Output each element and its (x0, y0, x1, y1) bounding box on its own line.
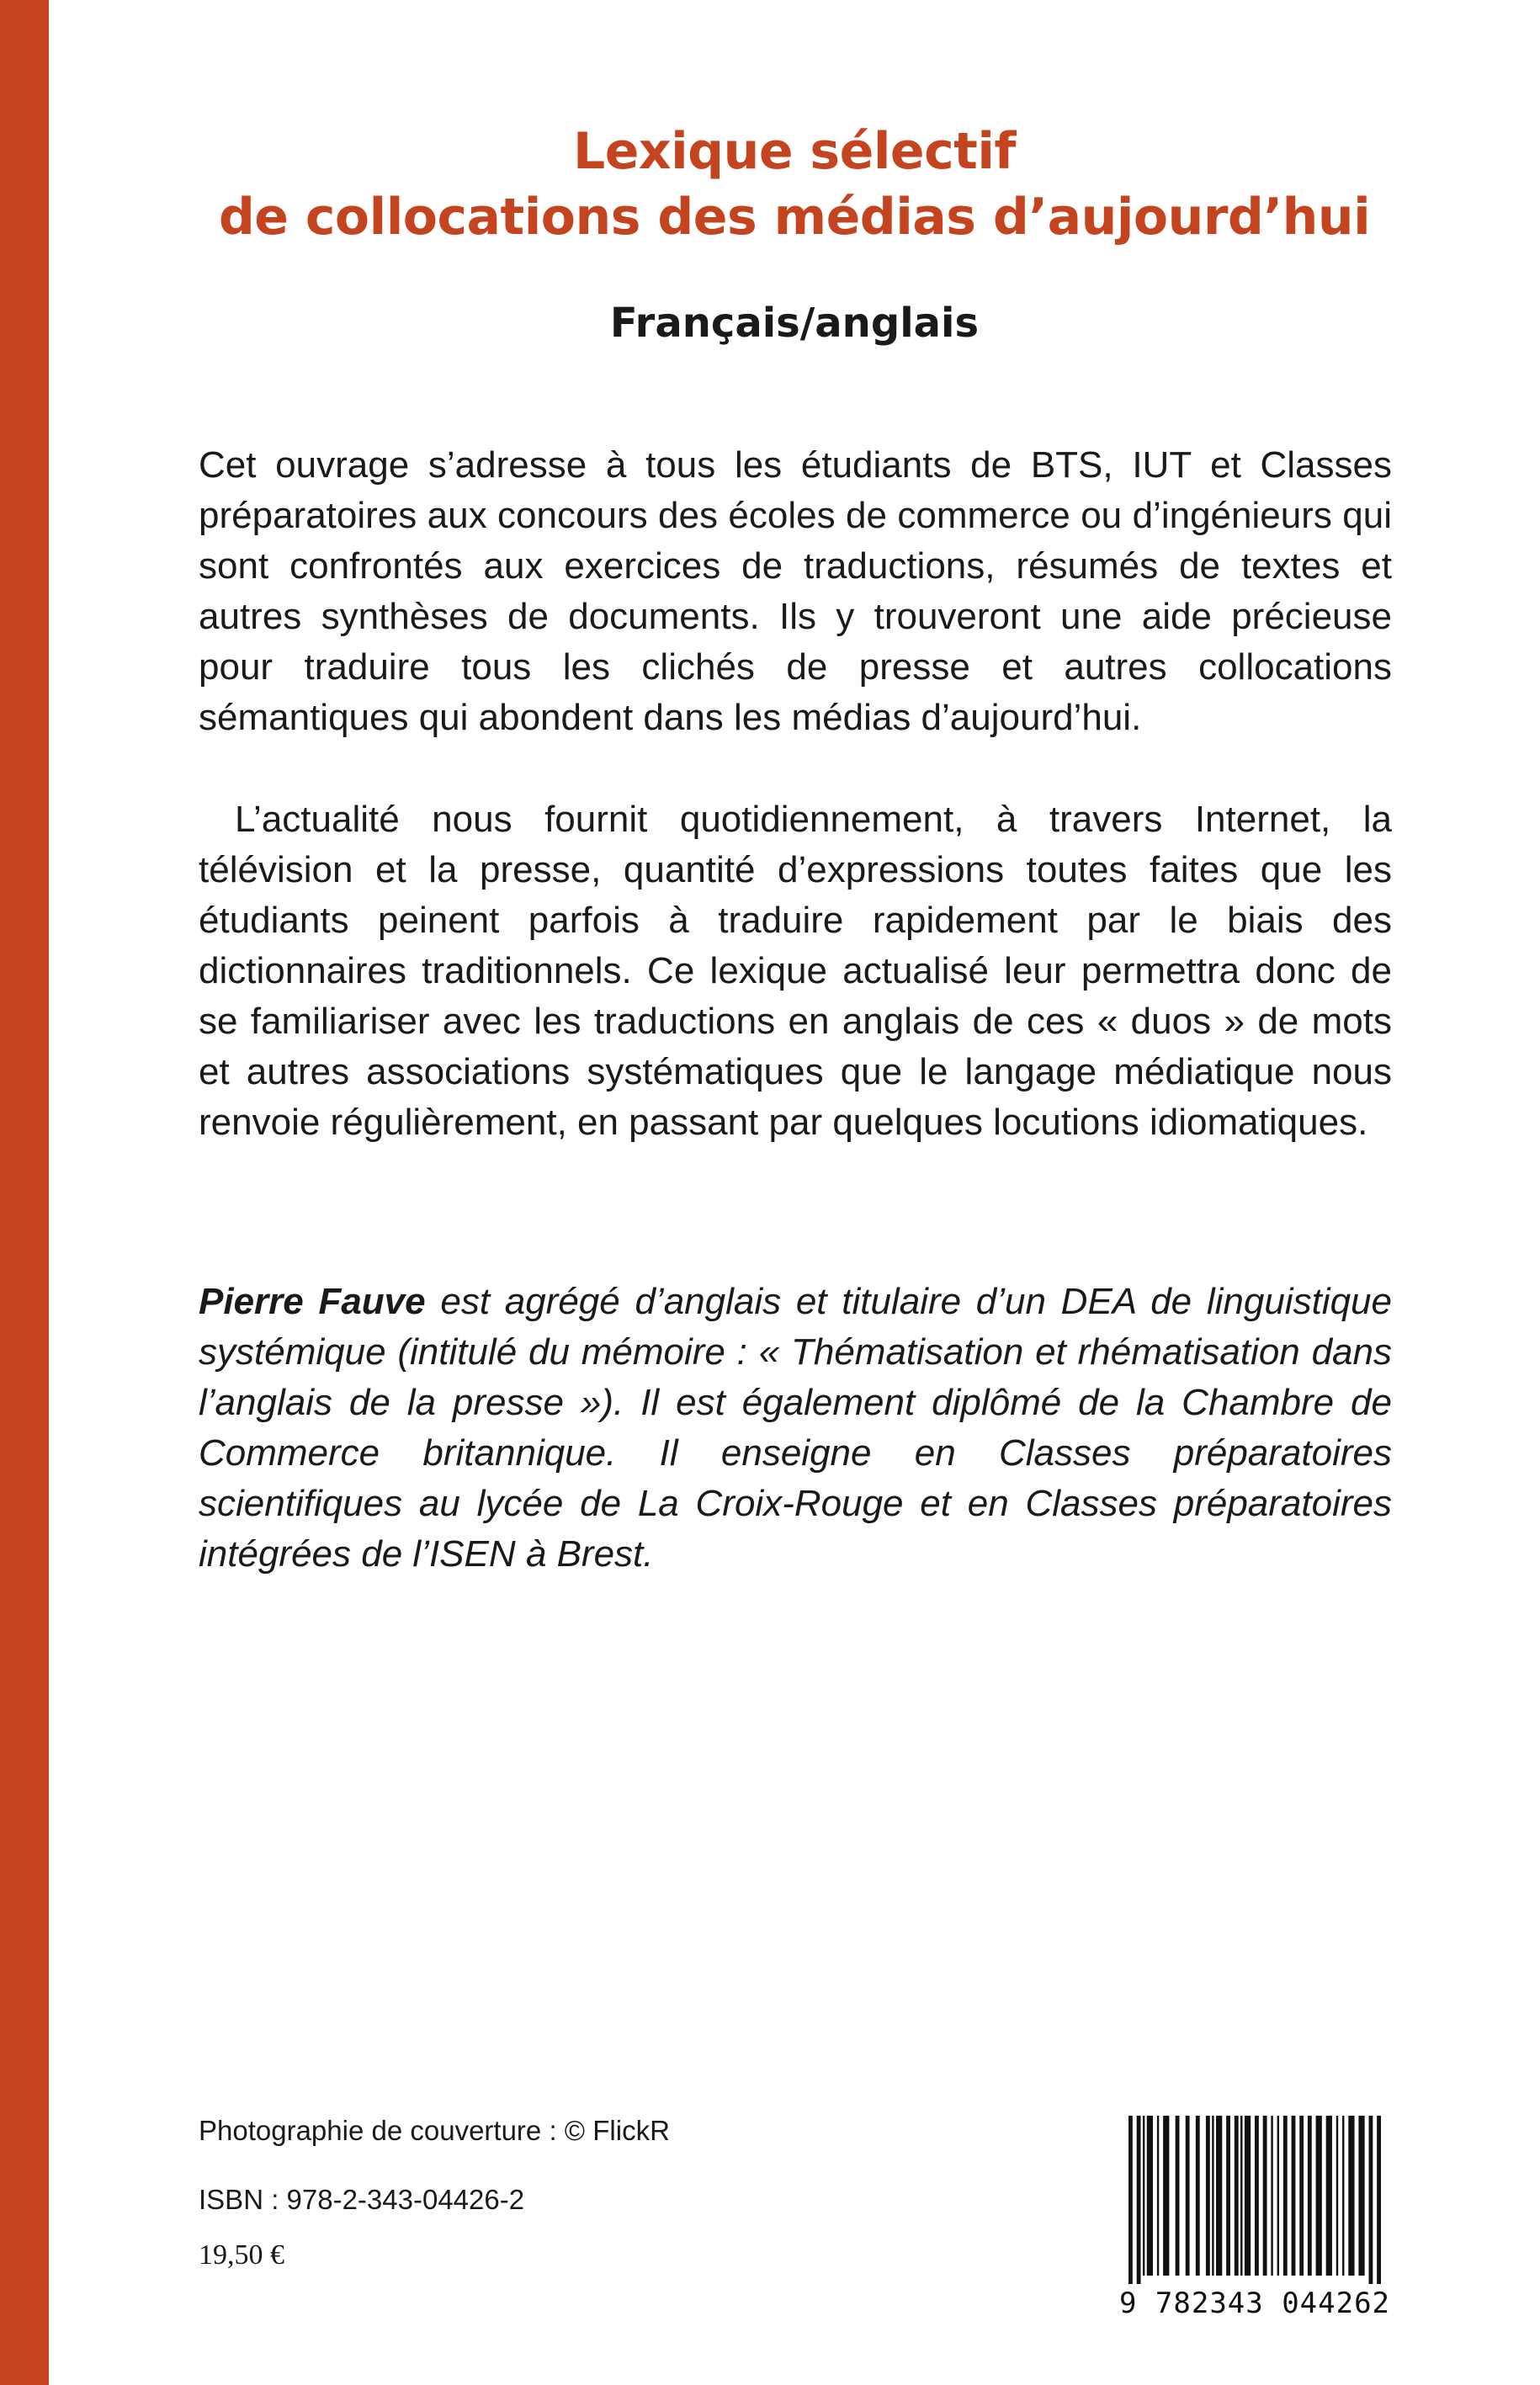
barcode-bar (1277, 2116, 1279, 2276)
author-name: Pierre Fauve (199, 1281, 426, 1322)
barcode-bar (1348, 2116, 1354, 2276)
barcode-number: 9 782343 044262 (1118, 2287, 1391, 2320)
author-bio-text: est agrégé d’anglais et titulaire d’un DEA de linguistique systémique (intitulé du mémoire : « Thématisation et rhématisation dans l’anglais de la presse »). Il est également diplômé de la Chambre de Commerce britannique. Il enseigne en Classes préparatoires scientifiques au lycée de La Croix-Rouge et en Classes préparatoires intégrées de l’ISEN à Brest. (199, 1281, 1392, 1575)
title-line-2: de collocations des médias d’aujourd’hui (218, 188, 1371, 247)
barcode-bar (1336, 2116, 1338, 2276)
barcode-bar (1206, 2116, 1210, 2276)
isbn: ISBN : 978-2-343-04426-2 (199, 2184, 525, 2215)
barcode-bar (1316, 2116, 1322, 2276)
barcode-bar (1342, 2116, 1344, 2276)
title-line-1: Lexique sélectif (572, 122, 1017, 181)
barcode-bar (1377, 2116, 1381, 2284)
barcode-bar (1308, 2116, 1312, 2276)
barcode-bar (1196, 2116, 1200, 2276)
barcode-bar (1326, 2116, 1332, 2276)
barcode-bar (1157, 2116, 1159, 2276)
barcode-bar (1163, 2116, 1169, 2276)
barcode-bar (1255, 2116, 1259, 2276)
barcode-bar (1176, 2116, 1180, 2276)
barcode-bar (1216, 2116, 1222, 2276)
description-paragraph-1: Cet ouvrage s’adresse à tous les étudiants de BTS, IUT et Classes préparatoires aux concours des écoles de commerce ou d’ingénieurs qui sont confrontés aux exercices de traductions, résumés de textes et autres synthèses de documents. Ils y trouveront une aide précieuse pour traduire tous les clichés de presse et autres collocations sémantiques qui abondent dans les médias d’aujourd’hui. (199, 444, 1392, 738)
description-paragraph-2: L’actualité nous fournit quotidiennement, à travers Internet, la télévision et la presse, quantité d’expressions toutes faites que les étudiants peinent parfois à traduire rapidement par le biais des dictionnaires traditionnels. Ce lexique actualisé leur permettra donc de se familiariser avec les traductions en anglais de ces « duos » de mots et autres associations systématiques que le langage médiatique nous renvoie régulièrement, en passant par quelques locutions idiomatiques. (199, 799, 1392, 1143)
barcode-bar (1186, 2116, 1190, 2276)
barcode-bar (1263, 2116, 1267, 2276)
barcode-bar (1128, 2116, 1133, 2284)
barcode-bar (1283, 2116, 1288, 2276)
barcode-bar (1226, 2116, 1230, 2276)
barcode-bar (1147, 2116, 1153, 2276)
spine-stripe (0, 0, 49, 2385)
barcode-bar (1271, 2116, 1272, 2276)
author-bio-paragraph (199, 1277, 1392, 1580)
barcode-bar (1143, 2116, 1144, 2276)
barcode-bar (1245, 2116, 1251, 2276)
barcode-bar (1240, 2116, 1242, 2276)
subtitle: Français/anglais (609, 300, 980, 347)
barcode-bar (1137, 2116, 1141, 2284)
barcode-bar (1299, 2116, 1304, 2276)
barcode-bar (1292, 2116, 1296, 2276)
barcode-bar (1212, 2116, 1213, 2276)
price: 19,50 € (199, 2239, 284, 2271)
barcode-bar (1368, 2116, 1373, 2284)
barcode-bar (1358, 2116, 1364, 2276)
barcode (1118, 2116, 1392, 2326)
barcode-bar (1235, 2116, 1239, 2276)
photo-credit: Photographie de couverture : © FlickR (199, 2115, 670, 2146)
barcode-bars (1118, 2116, 1392, 2284)
